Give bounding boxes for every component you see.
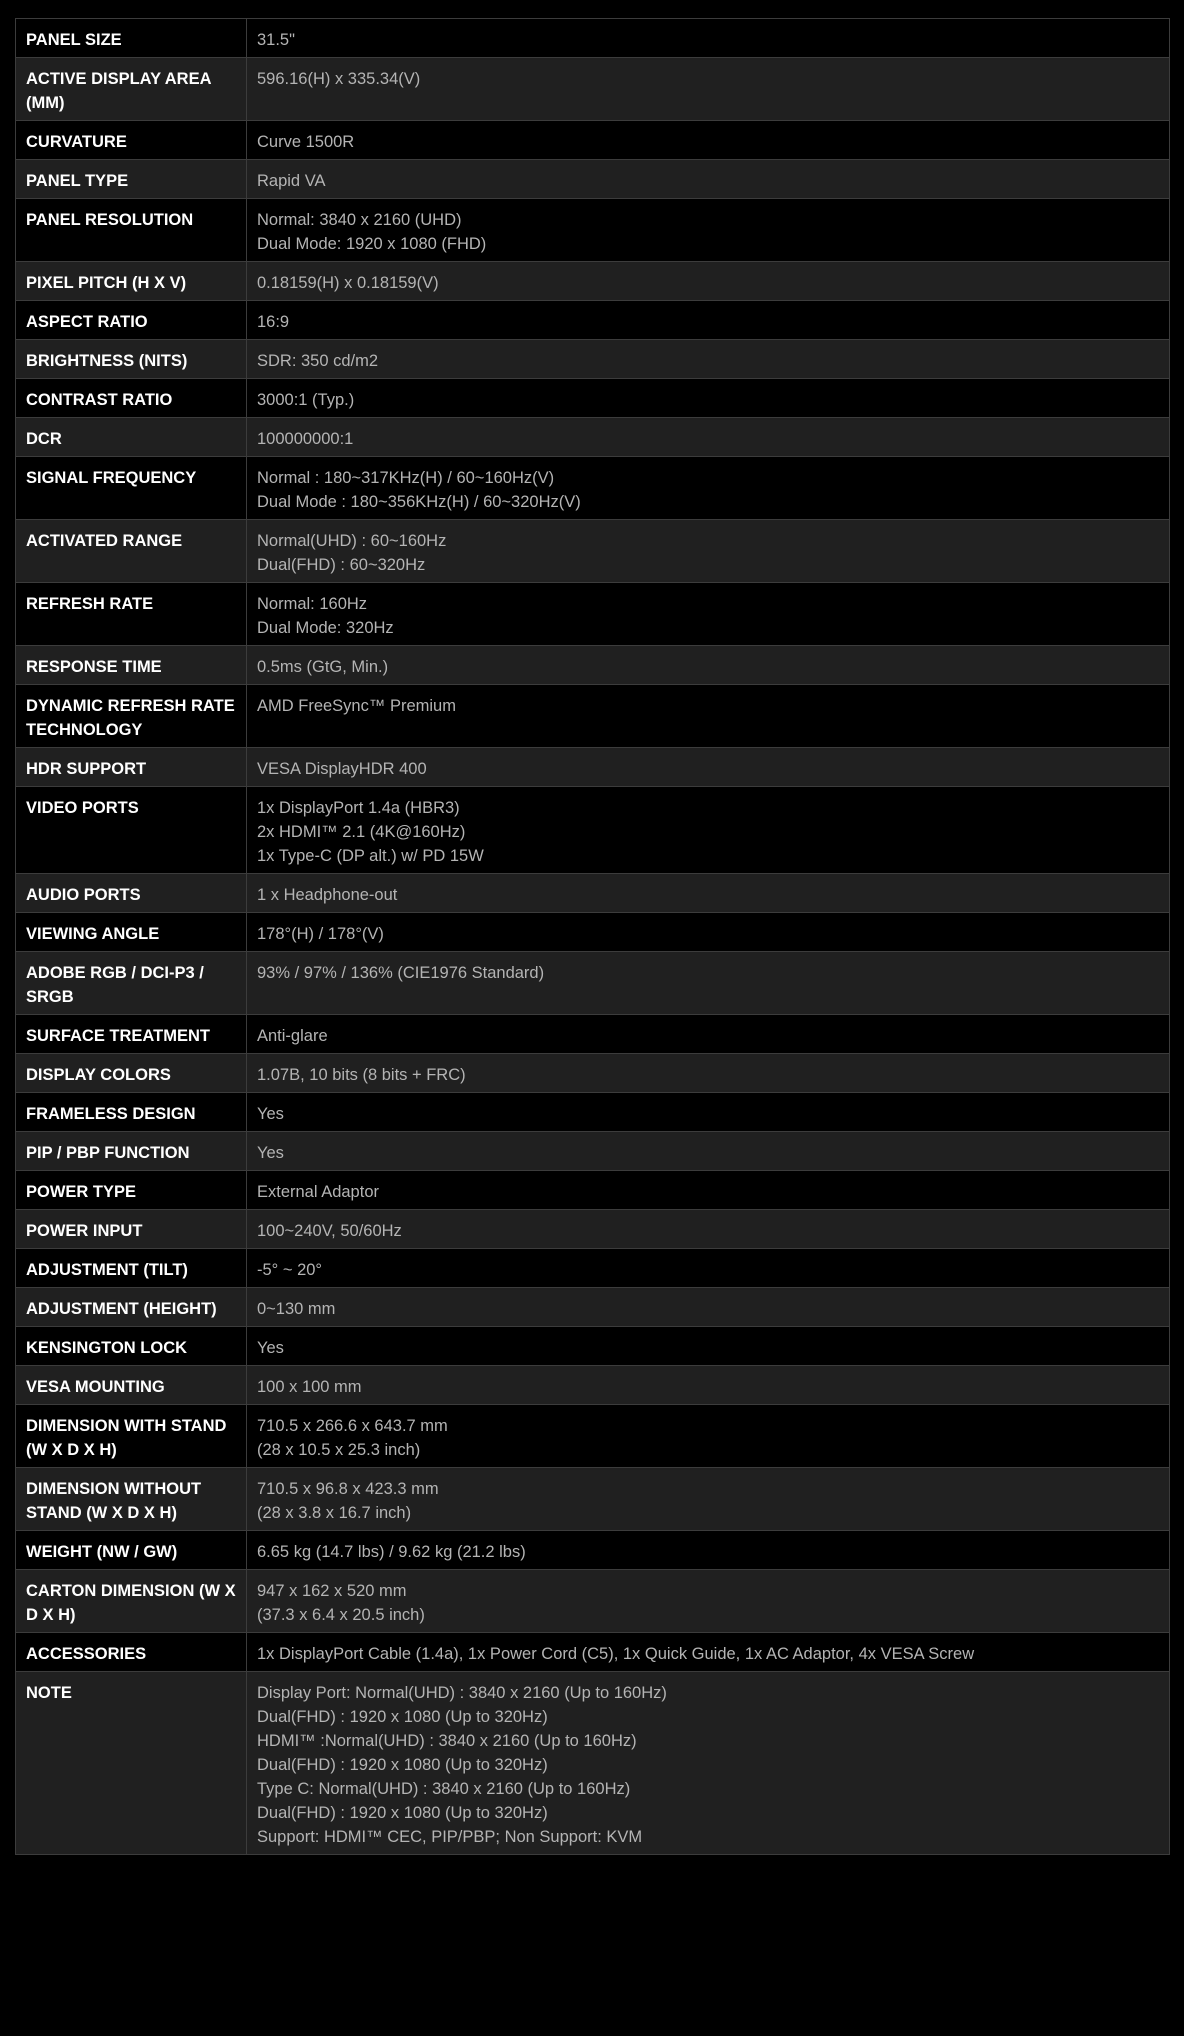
table-row [16, 160, 1170, 199]
table-row [16, 583, 1170, 646]
table-row [16, 199, 1170, 262]
spec-label: CONTRAST RATIO [16, 379, 247, 418]
spec-value: 596.16(H) x 335.34(V) [247, 58, 1170, 121]
table-row [16, 913, 1170, 952]
spec-label: DYNAMIC REFRESH RATE TECHNOLOGY [16, 685, 247, 748]
table-row [16, 1210, 1170, 1249]
table-row [16, 1366, 1170, 1405]
spec-label: NOTE [16, 1672, 247, 1855]
spec-value: -5° ~ 20° [247, 1249, 1170, 1288]
table-row [16, 457, 1170, 520]
spec-value: 1x DisplayPort 1.4a (HBR3) 2x HDMI™ 2.1 (4K@160Hz) 1x Type-C (DP alt.) w/ PD 15W [247, 787, 1170, 874]
spec-label: ASPECT RATIO [16, 301, 247, 340]
table-row [16, 1171, 1170, 1210]
spec-label: PIXEL PITCH (H X V) [16, 262, 247, 301]
spec-label: REFRESH RATE [16, 583, 247, 646]
spec-value: 947 x 162 x 520 mm (37.3 x 6.4 x 20.5 inch) [247, 1570, 1170, 1633]
spec-value: VESA DisplayHDR 400 [247, 748, 1170, 787]
table-row [16, 58, 1170, 121]
spec-value: Rapid VA [247, 160, 1170, 199]
spec-label: ACTIVATED RANGE [16, 520, 247, 583]
spec-label: RESPONSE TIME [16, 646, 247, 685]
spec-label: POWER TYPE [16, 1171, 247, 1210]
spec-label: ADJUSTMENT (TILT) [16, 1249, 247, 1288]
spec-label: DISPLAY COLORS [16, 1054, 247, 1093]
spec-value: AMD FreeSync™ Premium [247, 685, 1170, 748]
spec-table-body [16, 19, 1170, 1855]
table-row [16, 1468, 1170, 1531]
table-row [16, 1633, 1170, 1672]
spec-value: 16:9 [247, 301, 1170, 340]
table-row [16, 1531, 1170, 1570]
table-row [16, 787, 1170, 874]
table-row [16, 262, 1170, 301]
table-row [16, 874, 1170, 913]
spec-label: VIDEO PORTS [16, 787, 247, 874]
spec-label: DCR [16, 418, 247, 457]
spec-value: 178°(H) / 178°(V) [247, 913, 1170, 952]
table-row [16, 646, 1170, 685]
table-row [16, 520, 1170, 583]
spec-label: DIMENSION WITH STAND (W X D X H) [16, 1405, 247, 1468]
spec-label: HDR SUPPORT [16, 748, 247, 787]
spec-value: 710.5 x 266.6 x 643.7 mm (28 x 10.5 x 25.3 inch) [247, 1405, 1170, 1468]
spec-label: ADJUSTMENT (HEIGHT) [16, 1288, 247, 1327]
table-row [16, 121, 1170, 160]
spec-label: ACCESSORIES [16, 1633, 247, 1672]
table-row [16, 1132, 1170, 1171]
spec-value: Normal: 160Hz Dual Mode: 320Hz [247, 583, 1170, 646]
spec-label: PIP / PBP FUNCTION [16, 1132, 247, 1171]
table-row [16, 1054, 1170, 1093]
spec-label: PANEL RESOLUTION [16, 199, 247, 262]
spec-value: External Adaptor [247, 1171, 1170, 1210]
table-row [16, 1015, 1170, 1054]
table-row [16, 1405, 1170, 1468]
spec-label: BRIGHTNESS (NITS) [16, 340, 247, 379]
spec-label: PANEL TYPE [16, 160, 247, 199]
spec-value: 3000:1 (Typ.) [247, 379, 1170, 418]
spec-value: Anti-glare [247, 1015, 1170, 1054]
table-row [16, 1093, 1170, 1132]
spec-value: Yes [247, 1093, 1170, 1132]
spec-value: Normal : 180~317KHz(H) / 60~160Hz(V) Dual Mode : 180~356KHz(H) / 60~320Hz(V) [247, 457, 1170, 520]
spec-label: FRAMELESS DESIGN [16, 1093, 247, 1132]
spec-label: CURVATURE [16, 121, 247, 160]
spec-label: DIMENSION WITHOUT STAND (W X D X H) [16, 1468, 247, 1531]
spec-label: VESA MOUNTING [16, 1366, 247, 1405]
spec-value: 0.5ms (GtG, Min.) [247, 646, 1170, 685]
spec-value: Normal(UHD) : 60~160Hz Dual(FHD) : 60~320Hz [247, 520, 1170, 583]
spec-value: 100 x 100 mm [247, 1366, 1170, 1405]
table-row [16, 952, 1170, 1015]
table-row [16, 1327, 1170, 1366]
spec-value: 100~240V, 50/60Hz [247, 1210, 1170, 1249]
table-row [16, 1570, 1170, 1633]
spec-label: SURFACE TREATMENT [16, 1015, 247, 1054]
spec-label: SIGNAL FREQUENCY [16, 457, 247, 520]
spec-value: 6.65 kg (14.7 lbs) / 9.62 kg (21.2 lbs) [247, 1531, 1170, 1570]
spec-label: PANEL SIZE [16, 19, 247, 58]
table-row [16, 1672, 1170, 1855]
table-row [16, 379, 1170, 418]
table-row [16, 748, 1170, 787]
table-row [16, 340, 1170, 379]
spec-label: CARTON DIMENSION (W X D X H) [16, 1570, 247, 1633]
spec-label: KENSINGTON LOCK [16, 1327, 247, 1366]
spec-value: 100000000:1 [247, 418, 1170, 457]
table-row [16, 418, 1170, 457]
spec-label: ADOBE RGB / DCI-P3 / SRGB [16, 952, 247, 1015]
spec-value: 0.18159(H) x 0.18159(V) [247, 262, 1170, 301]
spec-value: 0~130 mm [247, 1288, 1170, 1327]
spec-value: 93% / 97% / 136% (CIE1976 Standard) [247, 952, 1170, 1015]
spec-label: VIEWING ANGLE [16, 913, 247, 952]
table-row [16, 1249, 1170, 1288]
spec-value: Display Port: Normal(UHD) : 3840 x 2160 (Up to 160Hz) Dual(FHD) : 1920 x 1080 (Up to 320Hz) HDMI™ :Normal(UHD) : 3840 x 2160 (Up to 160Hz) Dual(FHD) : 1920 x 1080 (Up to 320Hz) Type C: Normal(UHD) : 3840 x 2160 (Up to 160Hz) Dual(FHD) : 1920 x 1080 (Up to 320Hz) Support: HDMI™ CEC, PIP/PBP; Non Support: KVM [247, 1672, 1170, 1855]
table-row [16, 19, 1170, 58]
spec-value: 1.07B, 10 bits (8 bits + FRC) [247, 1054, 1170, 1093]
spec-value: 710.5 x 96.8 x 423.3 mm (28 x 3.8 x 16.7 inch) [247, 1468, 1170, 1531]
spec-label: WEIGHT (NW / GW) [16, 1531, 247, 1570]
spec-value: Yes [247, 1327, 1170, 1366]
spec-label: POWER INPUT [16, 1210, 247, 1249]
table-row [16, 685, 1170, 748]
spec-value: 1x DisplayPort Cable (1.4a), 1x Power Cord (C5), 1x Quick Guide, 1x AC Adaptor, 4x VESA Screw [247, 1633, 1170, 1672]
table-row [16, 1288, 1170, 1327]
spec-value: Curve 1500R [247, 121, 1170, 160]
spec-table [15, 18, 1170, 1855]
table-row [16, 301, 1170, 340]
spec-value: 1 x Headphone-out [247, 874, 1170, 913]
spec-value: Normal: 3840 x 2160 (UHD) Dual Mode: 1920 x 1080 (FHD) [247, 199, 1170, 262]
spec-value: SDR: 350 cd/m2 [247, 340, 1170, 379]
spec-label: AUDIO PORTS [16, 874, 247, 913]
spec-value: 31.5" [247, 19, 1170, 58]
spec-value: Yes [247, 1132, 1170, 1171]
spec-label: ACTIVE DISPLAY AREA (MM) [16, 58, 247, 121]
